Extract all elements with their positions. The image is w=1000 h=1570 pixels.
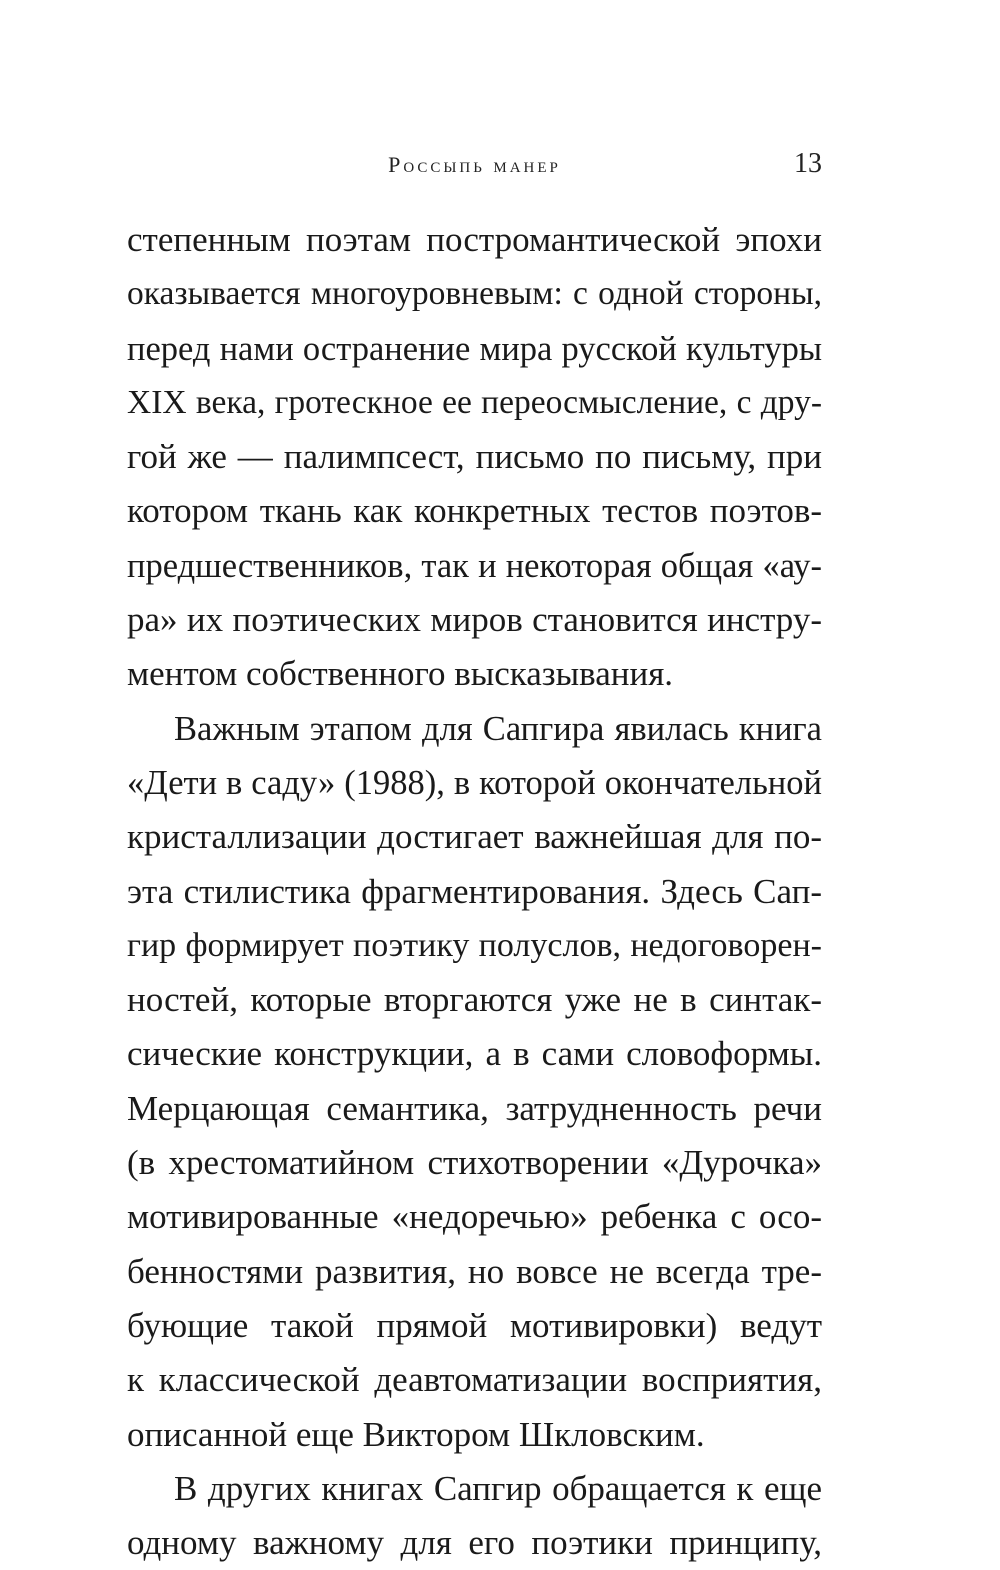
text-line: гой же — палимпсест, письмо по письму, при [127,437,822,477]
text-line: эта стилистика фрагментирования. Здесь Сап- [127,871,822,911]
body-text [127,213,822,1570]
text-line: бующие такой прямой мотивировки) ведут [127,1305,822,1345]
text-line: оказывается многоуровневым: с одной стороны, [127,275,822,313]
text-line: сические конструкции, а в сами словоформы. [127,1034,822,1074]
text-line: ментом собственного высказывания. [127,654,674,694]
text-line: к классической деавтоматизации восприятия, [127,1360,822,1400]
text-line: бенностями развития, но вовсе не всегда тре- [127,1251,822,1291]
text-line: степенным поэтам постромантической эпохи [127,220,822,259]
text-line: одному важному для его поэтики принципу, [127,1523,822,1563]
running-title: Россыпь манер [388,152,561,177]
text-line: описанной еще Виктором Шкловским. [127,1414,705,1454]
text-line: (в хрестоматийном стихотворении «Дурочка» [127,1143,822,1183]
text-line: мотивированные «недоречью» ребенка с осо- [127,1197,822,1237]
text-line: гир формирует поэтику полуслов, недоговорен- [127,926,822,964]
text-line: кристаллизации достигает важнейшая для по- [127,817,822,857]
text-line: Мерцающая семантика, затрудненность речи [127,1088,822,1128]
text-line: «Дети в саду» (1988), в которой окончательной [127,763,822,802]
text-line: В других книгах Сапгир обращается к еще [174,1468,822,1508]
text-line: котором ткань как конкретных тестов поэтов- [127,491,822,531]
text-line: Важным этапом для Сапгира явилась книга [174,709,822,748]
text-line: предшественников, так и некоторая общая «ау- [127,546,822,585]
text-line: ностей, которые вторгаются уже не в синтак- [127,980,822,1020]
text-line: XIX века, гротескное ее переосмысление, с дру- [127,383,822,421]
text-line: ра» их поэтических миров становится инстру- [127,600,822,640]
running-head [127,148,822,188]
text-line: перед нами остранение мира русской культуры [127,329,822,368]
page-number: 13 [794,148,822,179]
